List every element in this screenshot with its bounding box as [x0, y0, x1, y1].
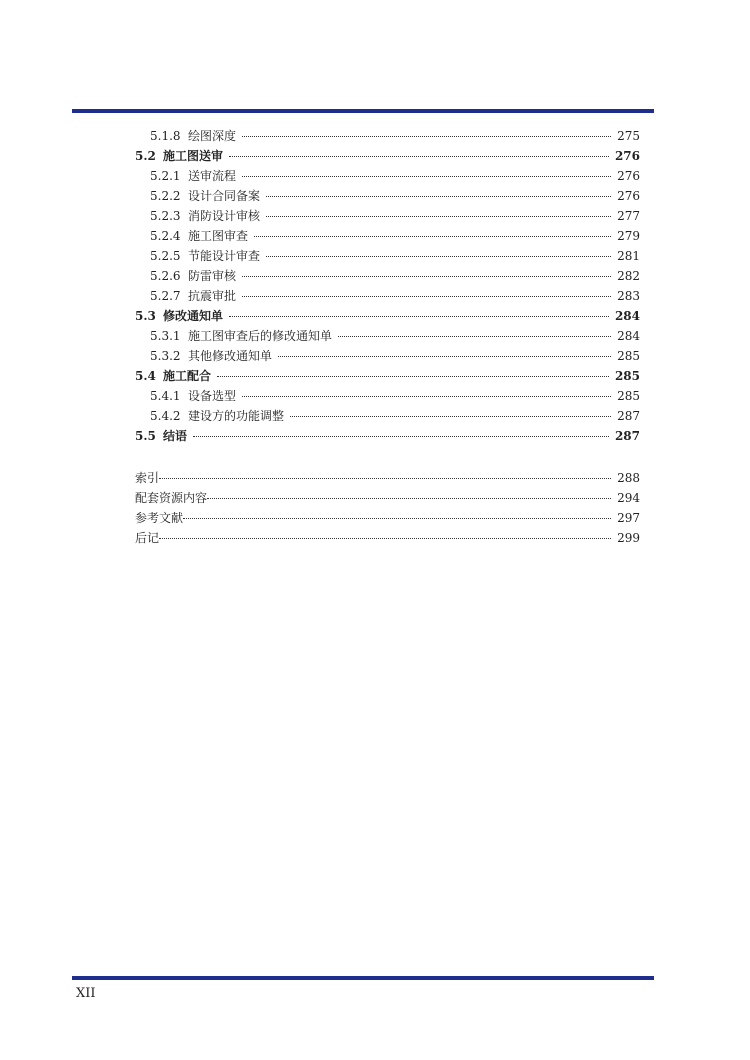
toc-entry-number: 5.4	[135, 369, 156, 383]
toc-entry[interactable]	[150, 286, 640, 306]
toc-entry-number: 5.2.3	[150, 209, 181, 223]
dot-leader	[242, 136, 611, 137]
toc-entry-number: 5.1.8	[150, 129, 181, 143]
toc-end-page: 288	[617, 471, 640, 485]
dot-leader	[229, 156, 609, 157]
toc-entry[interactable]	[135, 306, 640, 326]
toc-entry-page: 285	[617, 389, 640, 403]
dot-leader	[242, 276, 611, 277]
toc-end-title: 参考文献	[135, 511, 184, 525]
dot-leader	[159, 478, 611, 479]
toc-entry-title: 施工图审查后的修改通知单	[188, 329, 333, 343]
toc-entry-page: 275	[617, 129, 640, 143]
toc-entry-number: 5.2.4	[150, 229, 181, 243]
toc-entry[interactable]	[135, 426, 640, 446]
toc-entry[interactable]	[150, 186, 640, 206]
toc-entry-number: 5.3.1	[150, 329, 181, 343]
page-number: XII	[76, 986, 96, 1001]
toc-entry-page: 281	[617, 249, 640, 263]
dot-leader	[338, 336, 611, 337]
toc-entry-number: 5.2.2	[150, 189, 181, 203]
toc-entry-title: 绘图深度	[188, 129, 237, 143]
toc-entry[interactable]	[150, 346, 640, 366]
dot-leader	[229, 316, 609, 317]
toc-entry-page: 282	[617, 269, 640, 283]
toc-entry-title: 消防设计审核	[188, 209, 261, 223]
toc-entry-page: 285	[614, 369, 640, 383]
toc-end-title: 索引	[135, 471, 160, 485]
toc-end-page: 297	[617, 511, 640, 525]
toc-entry[interactable]	[150, 226, 640, 246]
toc-entry[interactable]	[150, 166, 640, 186]
toc-entry[interactable]	[150, 406, 640, 426]
toc-entry-title: 建设方的功能调整	[188, 409, 285, 423]
dot-leader	[242, 296, 611, 297]
toc-entry[interactable]	[150, 326, 640, 346]
toc-entry[interactable]	[150, 246, 640, 266]
toc-end-entry[interactable]	[135, 468, 640, 488]
dot-leader	[183, 518, 611, 519]
dot-leader	[242, 396, 611, 397]
toc-entry[interactable]	[150, 206, 640, 226]
toc-entry-page: 276	[617, 189, 640, 203]
toc-entry-title: 结语	[163, 429, 188, 443]
toc-entry-title: 设计合同备案	[188, 189, 261, 203]
dot-leader	[254, 236, 611, 237]
toc-entry-page: 285	[617, 349, 640, 363]
toc-entry-number: 5.3.2	[150, 349, 181, 363]
dot-leader	[217, 376, 609, 377]
toc-entry[interactable]	[135, 366, 640, 386]
toc-entry-number: 5.4.1	[150, 389, 181, 403]
toc-entry-page: 276	[617, 169, 640, 183]
footer-rule	[72, 976, 654, 980]
toc-entry-number: 5.3	[135, 309, 156, 323]
dot-leader	[266, 196, 611, 197]
toc-entry[interactable]	[135, 146, 640, 166]
toc-entry-number: 5.2.6	[150, 269, 181, 283]
dot-leader	[159, 538, 611, 539]
toc-entry-page: 283	[617, 289, 640, 303]
toc-entry-page: 284	[614, 309, 640, 323]
toc-entry-page: 277	[617, 209, 640, 223]
toc-end-page: 294	[617, 491, 640, 505]
dot-leader	[278, 356, 611, 357]
toc-entry-title: 施工图送审	[163, 149, 224, 163]
toc-end-entry[interactable]	[135, 508, 640, 528]
toc-entry-title: 其他修改通知单	[188, 349, 273, 363]
toc-entry-title: 送审流程	[188, 169, 237, 183]
toc-entry-title: 抗震审批	[188, 289, 237, 303]
dot-leader	[266, 216, 611, 217]
toc-entry-title: 设备选型	[188, 389, 237, 403]
toc-entry-number: 5.2	[135, 149, 156, 163]
dot-leader	[266, 256, 611, 257]
toc-end-entry[interactable]	[135, 528, 640, 548]
toc-entry[interactable]	[150, 126, 640, 146]
toc-entry-number: 5.2.7	[150, 289, 181, 303]
toc-entry-number: 5.5	[135, 429, 156, 443]
toc-end-title: 配套资源内容	[135, 491, 208, 505]
toc-entry-title: 施工图审查	[188, 229, 249, 243]
header-rule	[72, 109, 654, 113]
toc-entry-number: 5.4.2	[150, 409, 181, 423]
toc-entry-number: 5.2.5	[150, 249, 181, 263]
toc-entry-title: 节能设计审查	[188, 249, 261, 263]
dot-leader	[242, 176, 611, 177]
toc-entry-page: 287	[617, 409, 640, 423]
toc-entry-title: 防雷审核	[188, 269, 237, 283]
dot-leader	[290, 416, 611, 417]
toc-entry-title: 施工配合	[163, 369, 212, 383]
toc-entry-page: 287	[614, 429, 640, 443]
toc-end-entry[interactable]	[135, 488, 640, 508]
toc-end-page: 299	[617, 531, 640, 545]
toc-entry-page: 276	[614, 149, 640, 163]
dot-leader	[193, 436, 609, 437]
toc-entry-number: 5.2.1	[150, 169, 181, 183]
toc-end-title: 后记	[135, 531, 160, 545]
toc-entry[interactable]	[150, 266, 640, 286]
toc-entry-page: 279	[617, 229, 640, 243]
dot-leader	[207, 498, 611, 499]
toc-entry[interactable]	[150, 386, 640, 406]
toc-entry-page: 284	[617, 329, 640, 343]
toc-entry-title: 修改通知单	[163, 309, 224, 323]
